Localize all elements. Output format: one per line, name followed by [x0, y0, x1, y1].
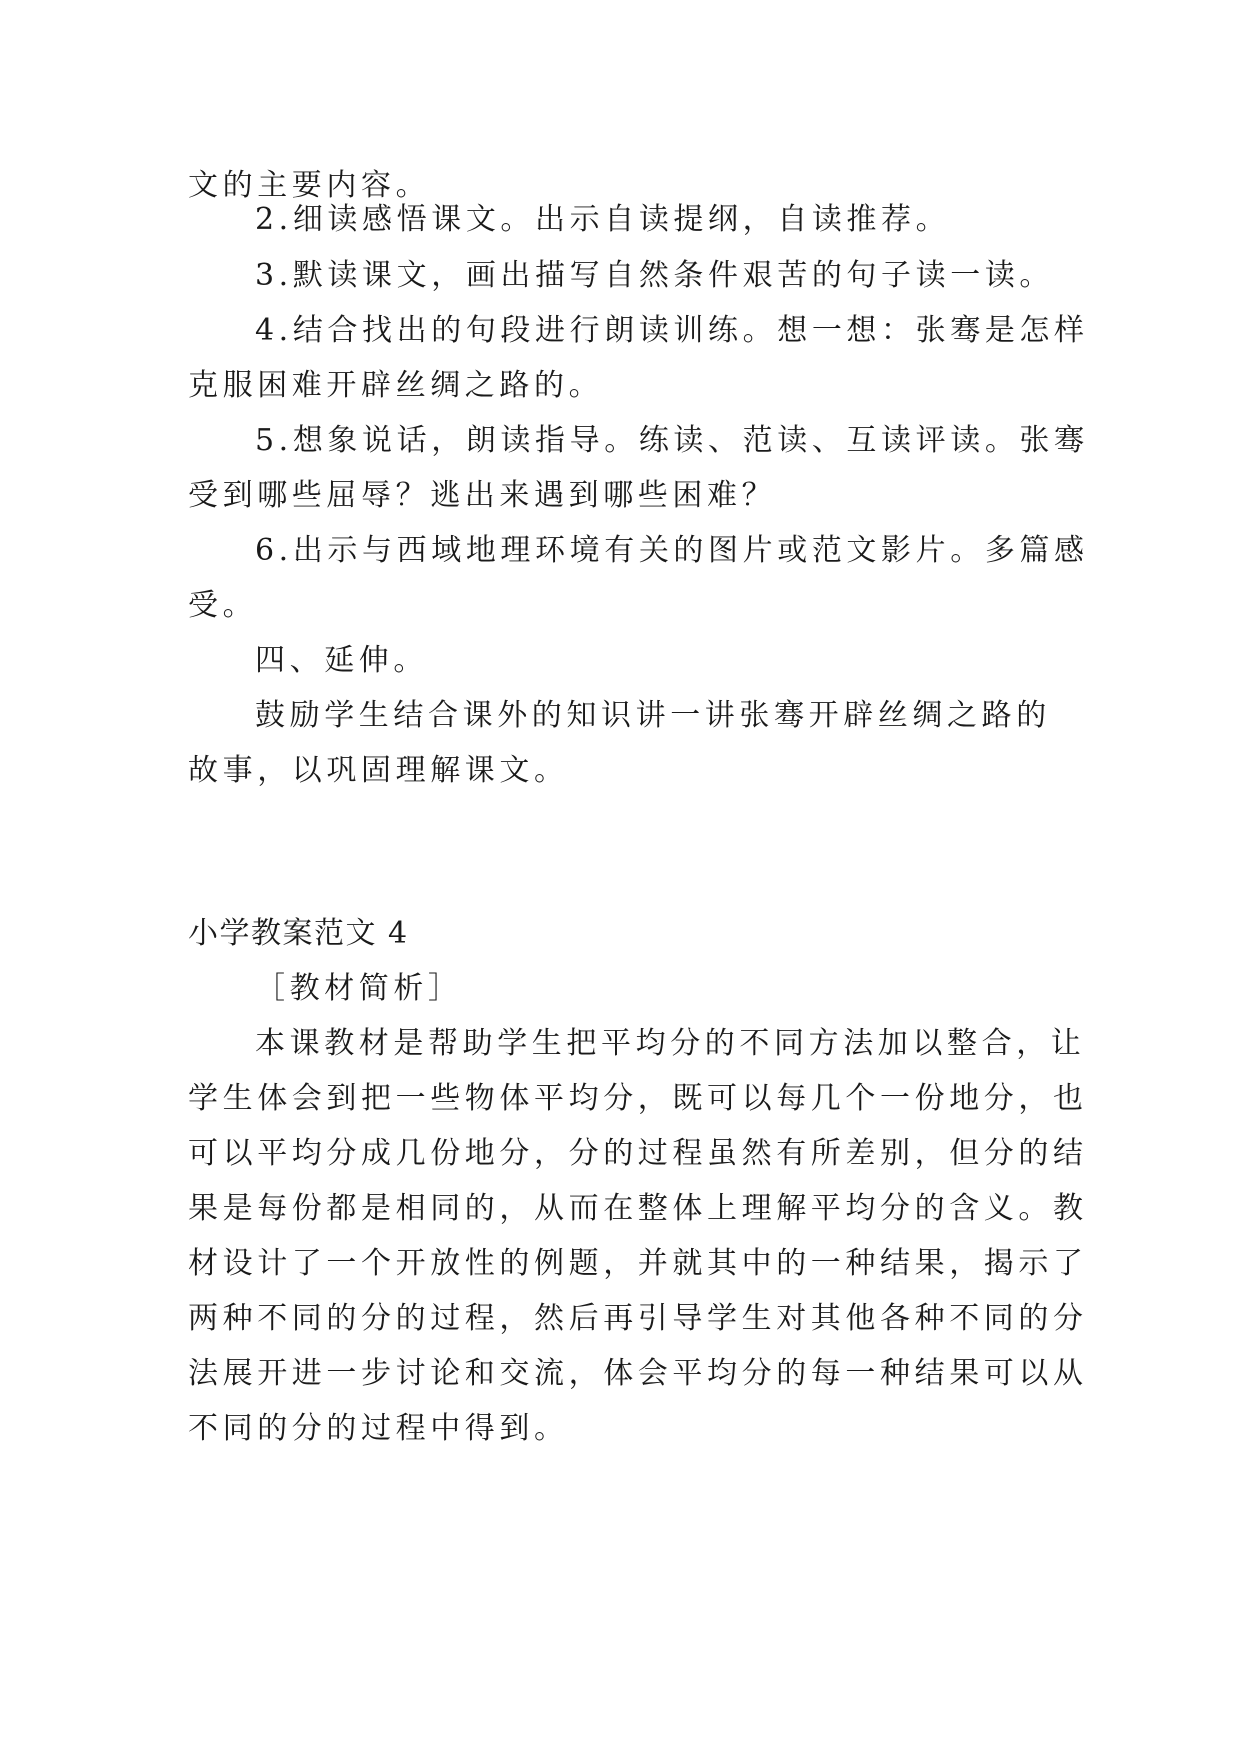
paragraph-extension: 鼓励学生结合课外的知识讲一讲张骞开辟丝绸之路的 [255, 698, 1051, 733]
list-item-5: 5.想象说话，朗读指导。练读、范读、互读评读。张骞 [255, 423, 1089, 458]
list-item-5-continuation: 受到哪些屈辱？逃出来遇到哪些困难？ [188, 478, 777, 513]
list-item-4: 4.结合找出的句段进行朗读训练。想一想：张骞是怎样 [255, 313, 1089, 348]
analysis-paragraph-line-8: 不同的分的过程中得到。 [188, 1411, 569, 1446]
analysis-paragraph-line-3: 可以平均分成几份地分，分的过程虽然有所差别，但分的结 [188, 1136, 1088, 1171]
subheading-textbook-analysis: ［教材简析］ [255, 971, 463, 1006]
list-item-3: 3.默读课文，画出描写自然条件艰苦的句子读一读。 [255, 258, 1055, 293]
list-item-6: 6.出示与西域地理环境有关的图片或范文影片。多篇感 [255, 533, 1089, 568]
list-item-2: 2.细读感悟课文。出示自读提纲，自读推荐。 [255, 202, 951, 237]
paragraph-extension-continuation: 故事，以巩固理解课文。 [188, 753, 569, 788]
analysis-paragraph-line-5: 材设计了一个开放性的例题，并就其中的一种结果，揭示了 [188, 1246, 1088, 1281]
analysis-paragraph-line-1: 本课教材是帮助学生把平均分的不同方法加以整合，让 [255, 1026, 1086, 1061]
list-item-4-continuation: 克服困难开辟丝绸之路的。 [188, 368, 604, 403]
analysis-paragraph-line-4: 果是每份都是相同的，从而在整体上理解平均分的含义。教 [188, 1191, 1088, 1226]
analysis-paragraph-line-6: 两种不同的分的过程，然后再引导学生对其他各种不同的分 [188, 1301, 1088, 1336]
section-title: 小学教案范文 4 [188, 916, 409, 951]
list-item-6-continuation: 受。 [188, 588, 258, 623]
analysis-paragraph-line-7: 法展开进一步讨论和交流，体会平均分的每一种结果可以从 [188, 1356, 1088, 1391]
analysis-paragraph-line-2: 学生体会到把一些物体平均分，既可以每几个一份地分，也 [188, 1081, 1088, 1116]
section-heading-extension: 四、延伸。 [255, 643, 428, 678]
text-line-1: 文的主要内容。 [188, 168, 431, 203]
